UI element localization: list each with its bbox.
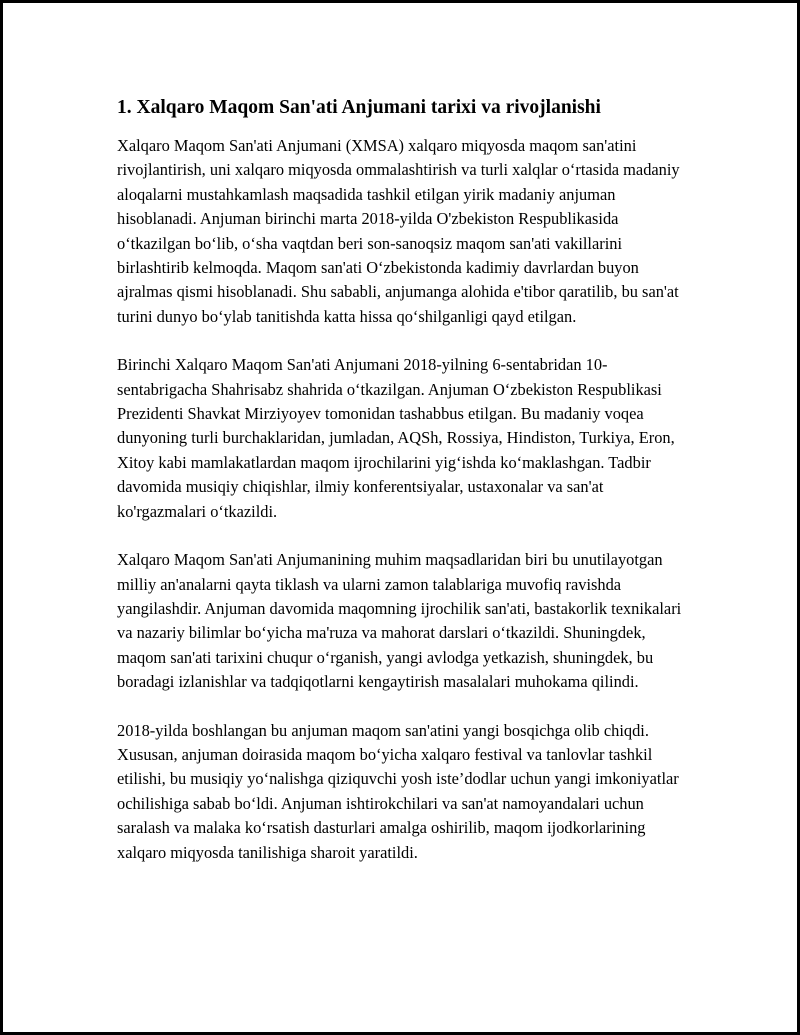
paragraph-4: 2018-yilda boshlangan bu anjuman maqom san'atini yangi bosqichga olib chiqdi. Xususan, anjuman doirasida maqom bo‘yicha xalqaro festival va tanlovlar tashkil etilishi, bu musiqiy yo‘nalishga qiziquvchi yosh iste’dodlar uchun yangi imkoniyatlar ochilishiga sabab bo‘ldi. Anjuman ishtirokchilari va san'at namoyandalari uchun saralash va malaka ko‘rsatish dasturlari amalga oshirilib, maqom ijodkorlarining xalqaro miqyosda tanilishiga sharoit yaratildi. [117, 720, 679, 862]
paragraph-3: Xalqaro Maqom San'ati Anjumanining muhim maqsadlaridan biri bu unutilayotgan milliy an'analarni qayta tiklash va ularni zamon talablariga muvofiq ravishda yangilashdir. Anjuman davomida maqomning ijrochilik san'ati, bastakorlik texnikalari va nazariy bilimlar bo‘yicha ma'ruza va mahorat darslari o‘tkazildi. Shuningdek, maqom san'ati tarixini chuqur o‘rganish, yangi avlodga yetkazish, shuningdek, bu boradagi izlanishlar va tadqiqotlarni kengaytirish masalalari muhokama qilindi. [117, 550, 682, 692]
section-title: 1. Xalqaro Maqom San'ati Anjumani tarixi va rivojlanishi [117, 97, 601, 118]
document-body [117, 94, 687, 865]
paragraph-2: Birinchi Xalqaro Maqom San'ati Anjumani 2018-yilning 6-sentabridan 10-sentabrigacha Shahrisabz shahrida o‘tkazilgan. Anjuman O‘zbekiston Respublikasi Prezidenti Shavkat Mirziyoyev tomonidan tashabbus etilgan. Bu madaniy voqea dunyoning turli burchaklaridan, jumladan, AQSh, Rossiya, Hindiston, Turkiya, Eron, Xitoy kabi mamlakatlardan maqom ijrochilarini yig‘ishda ko‘maklashgan. Tadbir davomida musiqiy chiqishlar, ilmiy konferentsiyalar, ustaxonalar va san'at ko'rgazmalari o‘tkazildi. [117, 355, 675, 521]
paragraph-1: Xalqaro Maqom San'ati Anjumani (XMSA) xalqaro miqyosda maqom san'atini rivojlantirish, uni xalqaro miqyosda ommalashtirish va turli xalqlar o‘rtasida madaniy aloqalarni mustahkamlash maqsadida tashkil etilgan yirik madaniy anjuman hisoblanadi. Anjuman birinchi marta 2018-yilda O'zbekiston Respublikasida o‘tkazilgan bo‘lib, o‘sha vaqtdan beri son-sanoqsiz maqom san'ati vakillarini birlashtirib kelmoqda. Maqom san'ati O‘zbekistonda kadimiy davrlardan buyon ajralmas qismi hisoblanadi. Shu sababli, anjumanga alohida e'tibor qaratilib, bu san'at turini dunyo bo‘ylab tanitishda katta hissa qo‘shilganligi qayd etilgan. [117, 136, 680, 326]
